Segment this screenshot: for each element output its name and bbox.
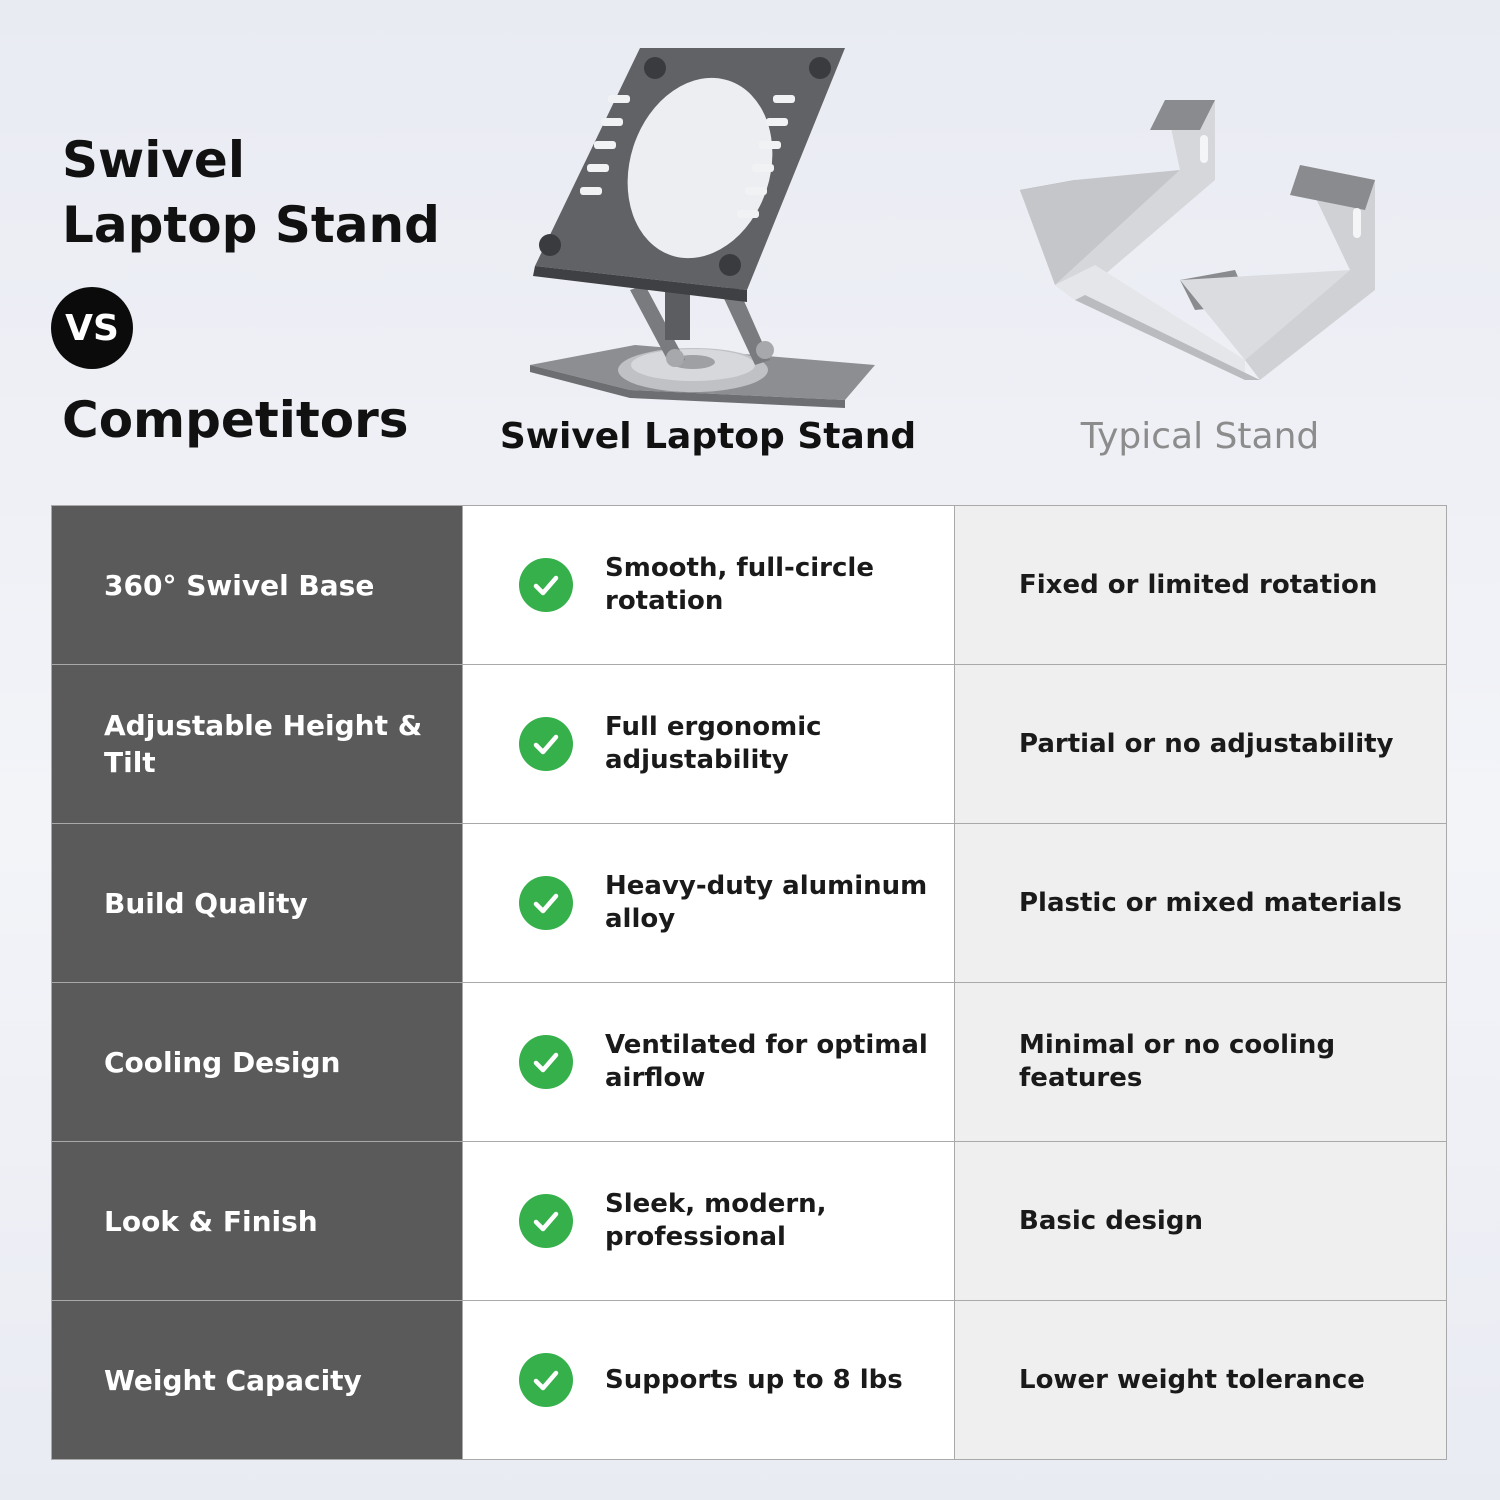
- feature-label: 360° Swivel Base: [52, 506, 463, 664]
- swivel-column-title: Swivel Laptop Stand: [499, 416, 917, 457]
- feature-label: Cooling Design: [52, 983, 463, 1141]
- swivel-value: Ventilated for optimal airflow: [605, 1030, 928, 1093]
- check-circle-icon: [519, 1353, 573, 1407]
- table-row: [52, 1301, 1446, 1459]
- check-circle-icon: [519, 558, 573, 612]
- typical-column-title: Typical Stand: [1080, 416, 1320, 457]
- swivel-cell: [463, 983, 955, 1141]
- heading-line-2: Laptop Stand: [62, 196, 440, 254]
- swivel-cell: [463, 506, 955, 664]
- swivel-cell: [463, 665, 955, 823]
- swivel-value: Supports up to 8 lbs: [605, 1364, 903, 1395]
- table-row: [52, 665, 1446, 824]
- swivel-cell: [463, 1142, 955, 1300]
- feature-label: Weight Capacity: [52, 1301, 463, 1459]
- swivel-stand-image: [515, 40, 885, 410]
- check-circle-icon: [519, 876, 573, 930]
- typical-value: Lower weight tolerance: [955, 1301, 1446, 1459]
- typical-value: Partial or no adjustability: [955, 665, 1446, 823]
- typical-value: Fixed or limited rotation: [955, 506, 1446, 664]
- swivel-value: Smooth, full-circle rotation: [605, 553, 874, 616]
- table-row: [52, 824, 1446, 983]
- table-row: [52, 1142, 1446, 1301]
- typical-value: Basic design: [955, 1142, 1446, 1300]
- swivel-value: Sleek, modern, professional: [605, 1189, 827, 1252]
- check-circle-icon: [519, 1194, 573, 1248]
- check-circle-icon: [519, 717, 573, 771]
- comparison-table: [51, 505, 1447, 1460]
- feature-label: Adjustable Height & Tilt: [52, 665, 463, 823]
- feature-label: Look & Finish: [52, 1142, 463, 1300]
- heading-line-1: Swivel: [62, 131, 245, 189]
- vs-badge: VS: [51, 287, 133, 369]
- table-row: [52, 506, 1446, 665]
- feature-label: Build Quality: [52, 824, 463, 982]
- typical-value: Minimal or no cooling features: [955, 983, 1446, 1141]
- typical-stand-image: [1015, 90, 1385, 390]
- check-circle-icon: [519, 1035, 573, 1089]
- heading-line-3: Competitors: [62, 391, 409, 449]
- swivel-cell: [463, 1301, 955, 1459]
- table-row: [52, 983, 1446, 1142]
- swivel-value: Full ergonomic adjustability: [605, 712, 822, 775]
- swivel-value: Heavy-duty aluminum alloy: [605, 871, 928, 934]
- typical-value: Plastic or mixed materials: [955, 824, 1446, 982]
- swivel-cell: [463, 824, 955, 982]
